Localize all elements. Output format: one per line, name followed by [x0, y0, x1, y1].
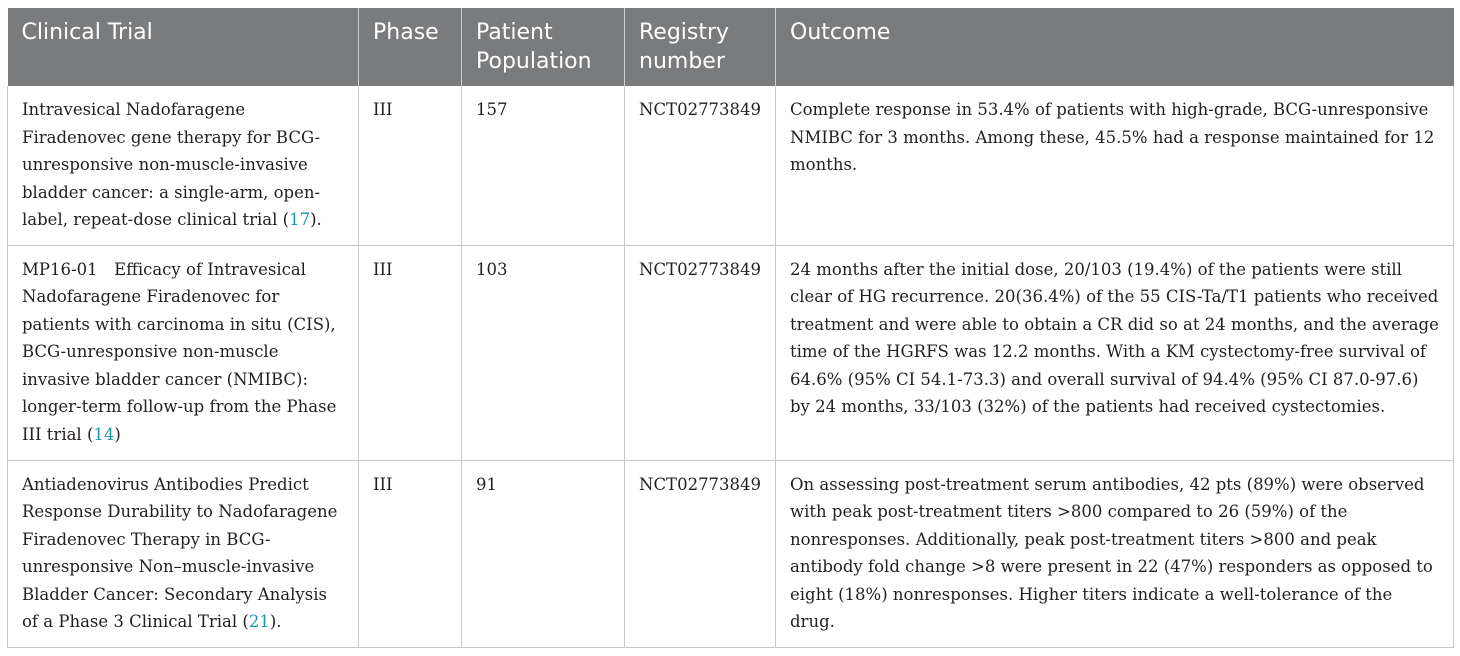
reference-link[interactable]: 21	[248, 612, 270, 631]
outcome-cell: On assessing post-treatment serum antibodies, 42 pts (89%) were observed with peak post-treatment titers >800 compared to 26 (59%) of the nonresponses. Additionally, peak post-treatment titers >800 and peak antibody fold change >8 were present in 22 (47%) responders as opposed to eight (18%) nonresponses. Higher titers indicate a well-tolerance of the drug.	[776, 460, 1454, 647]
outcome-cell: Complete response in 53.4% of patients with high-grade, BCG-unresponsive NMIBC for 3 months. Among these, 45.5% had a response maintained for 12 months.	[776, 86, 1454, 245]
registry-cell: NCT02773849	[625, 86, 776, 245]
outcome-cell: 24 months after the initial dose, 20/103 (19.4%) of the patients were still clear of HG recurrence. 20(36.4%) of the 55 CIS-Ta/T1 patients who received treatment and were able to obtain a CR did so at 24 months, and the average time of the HGRFS was 12.2 months. With a KM cystectomy-free survival of 64.6% (95% CI 54.1-73.3) and overall survival of 94.4% (95% CI 87.0-97.6) by 24 months, 33/103 (32%) of the patients had received cystectomies.	[776, 245, 1454, 460]
trial-title: MP16-01 Efficacy of Intravesical Nadofaragene Firadenovec for patients with carcinoma in situ (CIS), BCG-unresponsive non-muscle invasive bladder cancer (NMIBC): longer-term follow-up from the Phase III trial (	[22, 259, 337, 444]
table-header-row	[8, 8, 1454, 86]
table-row	[8, 460, 1454, 647]
registry-cell: NCT02773849	[625, 460, 776, 647]
header-phase: Phase	[359, 8, 462, 86]
phase-cell: III	[359, 245, 462, 460]
table-row	[8, 245, 1454, 460]
trial-title-suffix: ).	[310, 210, 322, 229]
header-outcome: Outcome	[776, 8, 1454, 86]
trial-title: Antiadenovirus Antibodies Predict Response Durability to Nadofaragene Firadenovec Therapy in BCG-unresponsive Non–muscle-invasive Bladder Cancer: Secondary Analysis of a Phase 3 Clinical Trial (	[22, 474, 338, 631]
trial-cell	[8, 460, 359, 647]
population-cell: 103	[462, 245, 625, 460]
phase-cell: III	[359, 86, 462, 245]
clinical-trials-table	[7, 8, 1454, 648]
trial-title-suffix: )	[114, 424, 121, 444]
population-cell: 157	[462, 86, 625, 245]
trial-cell	[8, 86, 359, 245]
reference-link[interactable]: 14	[93, 424, 115, 444]
trial-title: Intravesical Nadofaragene Firadenovec gene therapy for BCG-unresponsive non-muscle-invasive bladder cancer: a single-arm, open-label, repeat-dose clinical trial (	[22, 100, 321, 229]
header-clinical-trial: Clinical Trial	[8, 8, 359, 86]
table-row	[8, 86, 1454, 245]
reference-link[interactable]: 17	[289, 210, 311, 229]
phase-cell: III	[359, 460, 462, 647]
header-patient-population: Patient Population	[462, 8, 625, 86]
trial-title-suffix: ).	[269, 612, 282, 631]
clinical-trials-table-container	[7, 8, 1453, 648]
trial-cell	[8, 245, 359, 460]
registry-cell: NCT02773849	[625, 245, 776, 460]
population-cell: 91	[462, 460, 625, 647]
header-registry-number: Registry number	[625, 8, 776, 86]
